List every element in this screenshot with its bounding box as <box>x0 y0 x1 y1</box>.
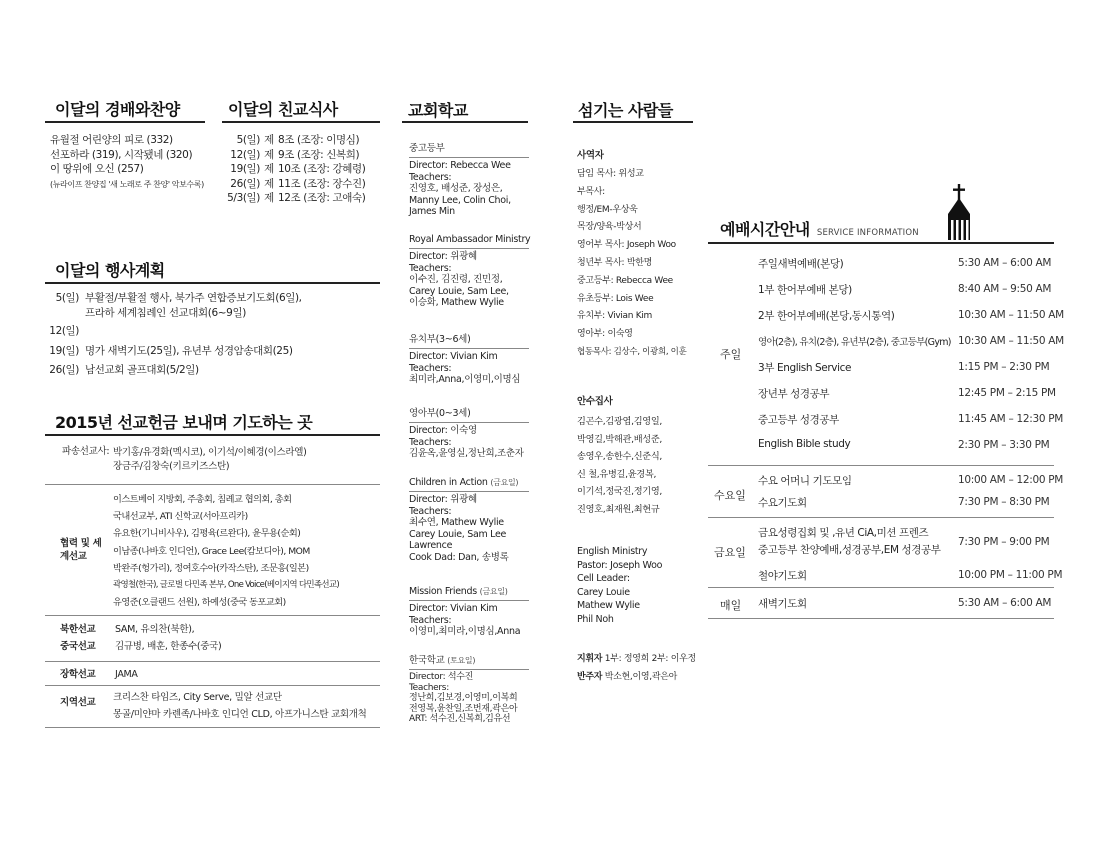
school-group-cia <box>409 477 529 563</box>
service-row: English Bible study 2:30 PM – 3:30 PM <box>758 438 1050 451</box>
mission-divider <box>45 685 380 686</box>
em-line: Cell Leader: <box>577 573 630 584</box>
events-rule <box>45 282 380 284</box>
service-title: 예배시간안내 <box>720 220 810 239</box>
service-row: 새벽기도회 5:30 AM – 6:00 AM <box>758 597 1052 610</box>
deacon-line: 김곤수,김광엽,김영일, <box>577 416 663 427</box>
group-name: 영아부(0~3세) <box>409 408 471 419</box>
coop-line: 이남종(나바호 인디언), Grace Lee(캄보디아), MOM <box>113 545 310 557</box>
group-name: Mission Friends (금요일) <box>409 586 508 597</box>
group-body: Director: 석수진 Teachers: 정난희,김보경,이영미,이복희 전영복,윤찬일,조번재,곽은아 ART: 석수진,신복희,김유선 <box>409 672 518 724</box>
service-row: 금요성령집회 및 ,유년 CiA,미션 프렌즈 <box>758 527 929 539</box>
praise-rule <box>45 121 205 123</box>
staff-list <box>577 166 687 362</box>
praise-list <box>50 133 204 193</box>
coop-line: 이스트베이 지방회, 주총회, 침례교 협의회, 총회 <box>113 494 292 505</box>
fellowship-row: 19(일) 제 10조 (조장: 강혜령) <box>230 163 366 175</box>
mission-divider <box>45 727 380 728</box>
nk-text: SAM, 유의찬(북한), <box>115 624 195 635</box>
church-icon <box>944 184 974 242</box>
coop-line: 유영준(오클랜드 선원), 하예성(중국 동포교회) <box>113 597 286 609</box>
group-body: Director: 위광혜 Teachers: 이수진, 김진령, 진민정, Carey Louie, Sam Lee, 이승화, Mathew Wylie <box>409 251 509 308</box>
fellowship-rule <box>222 121 380 123</box>
fellowship-title: 이달의 친교식사 <box>228 100 338 119</box>
sunday-label: 주일 <box>720 348 742 361</box>
service-divider <box>708 618 1054 619</box>
group-body: Director: Vivian Kim Teachers: 최미라,Anna,이영미,이명심 <box>409 351 521 385</box>
group-body: Director: 위광혜 Teachers: 최수연, Mathew Wylie Carey Louie, Sam Lee Lawrence Cook Dad: Dan, 송병록 <box>409 494 509 563</box>
local-label: 지역선교 <box>60 697 96 708</box>
deacon-line: 송영우,송한수,신준식, <box>577 451 663 462</box>
sch-label: 장학선교 <box>60 669 96 680</box>
friday-list <box>758 522 1063 587</box>
em-list <box>577 545 662 626</box>
deacon-line: 박영길,박해관,배성준, <box>577 433 663 445</box>
fellowship-row: 26(일) 제 11조 (조장: 장수진) <box>230 177 366 190</box>
coop-label: 협력 및 세계선교 <box>60 538 102 562</box>
staff-line: 목장/양육-박상서 <box>577 222 642 233</box>
em-line: English Ministry <box>577 546 648 557</box>
praise-line: 이 땅위에 오신 (257) <box>50 163 144 175</box>
mission-title: 2015년 선교헌금 보내며 기도하는 곳 <box>55 413 313 432</box>
mission-divider <box>45 661 380 662</box>
staff-label: 사역자 <box>577 150 604 161</box>
service-row: 1부 한어부예배 본당) 8:40 AM – 9:50 AM <box>758 283 1052 296</box>
service-row: 주일새벽예배(본당) 5:30 AM – 6:00 AM <box>758 257 1052 270</box>
cn-text: 김규병, 배훈, 한종수(중국) <box>115 641 222 652</box>
mission-rule <box>45 434 380 436</box>
staff-line: 부목사: <box>577 186 605 197</box>
missionary-line: 장금주/김창숙(키르키즈스탄) <box>113 461 230 472</box>
coop-line: 박완주(헝가리), 정여호수아(카작스탄), 조문흥(일본) <box>113 562 309 574</box>
local-line: 크리스찬 타임즈, City Serve, 밀알 선교단 <box>113 692 282 703</box>
group-rule <box>409 157 529 158</box>
service-row: 철야기도회 10:00 PM – 11:00 PM <box>758 569 1063 582</box>
missionary-line: 박기홍/유경화(멕시코), 이기석/이혜경(이스라엘) <box>113 447 307 458</box>
praise-line: 유월절 어린양의 피로 (332) <box>50 134 173 146</box>
group-rule <box>409 422 529 423</box>
staff-line: 유초등부: Lois Wee <box>577 293 654 304</box>
sunday-list <box>758 250 1064 458</box>
group-name: Children in Action (금요일) <box>409 477 519 488</box>
events-title: 이달의 행사계획 <box>55 261 165 280</box>
group-rule <box>409 491 529 492</box>
staff-line: 담임 목사: 위성교 <box>577 169 644 179</box>
service-row: 영아(2층), 유치(2층), 유년부(2층), 중고등부(Gym) 10:30 AM – 11:50 AM <box>758 335 1064 348</box>
event-row: 19(일) 명가 새벽기도(25일), 유년부 성경암송대회(25) <box>49 345 293 357</box>
deacon-label: 안수집사 <box>577 396 613 407</box>
service-row: 중고등부 성경공부 11:45 AM – 12:30 PM <box>758 413 1064 426</box>
service-divider <box>708 517 1054 518</box>
group-rule <box>409 348 529 349</box>
coop-line: 유요한(기니비사우), 김평육(르완다), 윤무용(순회) <box>113 528 301 540</box>
praise-title: 이달의 경배와찬양 <box>55 100 180 119</box>
service-row: 장년부 성경공부 12:45 PM – 2:15 PM <box>758 387 1056 400</box>
school-group-youth <box>409 140 529 218</box>
event-row: 26(일) 남선교회 골프대회(5/2일) <box>49 364 199 376</box>
staff-line: 영아부: 이숙영 <box>577 329 633 340</box>
service-row: 3부 English Service 1:15 PM – 2:30 PM <box>758 361 1050 374</box>
deacon-list <box>577 413 662 518</box>
accompanist-row: 반주자 박소현,이영,곽은아 <box>577 672 678 682</box>
daily-list <box>758 592 1058 614</box>
staff-line: 행정/EM-우상욱 <box>577 204 638 215</box>
em-line: Phil Noh <box>577 613 614 625</box>
em-line: Mathew Wylie <box>577 600 640 611</box>
cn-label: 중국선교 <box>60 641 96 652</box>
service-rule <box>708 242 1054 244</box>
deacon-line: 진영호,최재원,최현규 <box>577 503 660 515</box>
coop-line: 곽영철(한국), 글로벌 다민족 본부, One Voice(베이지역 다민족선교) <box>113 580 340 591</box>
staff-line: 영어부 목사: Joseph Woo <box>577 240 676 251</box>
daily-label: 매일 <box>720 599 742 612</box>
school-title: 교회학교 <box>408 101 468 120</box>
school-group-infant <box>409 405 529 460</box>
missionaries-label: 파송선교사: <box>62 446 110 457</box>
friday-label: 금요일 <box>714 546 746 559</box>
group-body: Director: Vivian Kim Teachers: 이영미,최미라,이명심,Anna <box>409 603 521 637</box>
service-row: 수요기도회 7:30 PM – 8:30 PM <box>758 496 1050 509</box>
school-group-korean <box>409 652 529 725</box>
wednesday-list <box>758 468 1064 512</box>
mission-divider <box>45 615 380 616</box>
fellowship-list <box>222 133 382 206</box>
staff-line: 유치부: Vivian Kim <box>577 311 653 322</box>
school-group-mf <box>409 586 529 638</box>
fellowship-row: 12(일) 제 9조 (조장: 신복희) <box>230 148 360 161</box>
group-name: Royal Ambassador Ministry <box>409 234 531 245</box>
service-header <box>720 217 919 240</box>
sch-text: JAMA <box>115 669 138 680</box>
school-group-ra <box>409 234 529 309</box>
school-rule <box>402 121 528 123</box>
group-name: 중고등부 <box>409 143 445 154</box>
events-list <box>45 291 385 379</box>
staff-line: 중고등부: Rebecca Wee <box>577 275 673 286</box>
servers-title: 섬기는 사람들 <box>578 101 673 120</box>
local-list <box>113 689 367 723</box>
group-rule <box>409 600 529 601</box>
em-line: Carey Louie <box>577 586 630 598</box>
group-name: 한국학교 (토요일) <box>409 655 476 666</box>
staff-line: 협동목사: 김상수, 이광희, 이훈 <box>577 346 687 357</box>
mission-divider <box>45 484 380 485</box>
coop-list <box>113 491 339 611</box>
service-row: 중고등부 찬양예배,성경공부,EM 성경공부 7:30 PM – 9:00 PM <box>758 536 1050 556</box>
service-subtitle: SERVICE INFORMATION <box>816 228 919 238</box>
group-name: 유치부(3~6세) <box>409 334 471 345</box>
fellowship-row: 5(일) 제 8조 (조장: 이명심) <box>236 134 360 146</box>
coop-line: 국내선교부, ATI 신학교(서아프리카) <box>113 511 248 523</box>
service-divider <box>708 465 1054 466</box>
event-row: 5(일) 부활절/부활절 행사, 북가주 연합증보기도회(6일), <box>55 292 302 304</box>
conductor-row: 지휘자 1부: 정영희 2부: 이우정 <box>577 654 696 664</box>
praise-line: 선포하라 (319), 시작됐네 (320) <box>50 148 193 161</box>
local-line: 몽골/미얀마 카렌족/나바호 인디언 CLD, 아프가니스탄 교회개척 <box>113 709 367 720</box>
group-rule <box>409 669 529 670</box>
staff-line: 청년부 목사: 박한명 <box>577 257 653 268</box>
fellowship-row: 5/3(일) 제 12조 (조장: 고애숙) <box>227 192 366 204</box>
service-divider <box>708 587 1054 588</box>
group-body: Director: 이숙영 Teachers: 김윤옥,윤영실,정난희,조춘자 <box>409 425 524 459</box>
event-row: 12(일) <box>49 325 79 337</box>
deacon-line: 신 철,유병길,윤경복, <box>577 468 657 480</box>
servers-rule <box>573 121 693 123</box>
wednesday-label: 수요일 <box>714 489 746 502</box>
deacon-line: 이기석,정국진,정기영, <box>577 486 663 497</box>
missionaries-list <box>113 446 307 474</box>
service-row: 2부 한어부예배(본당,동시통역) 10:30 AM – 11:50 AM <box>758 309 1064 322</box>
event-row: 프라하 세계침례인 선교대회(6~9일) <box>85 307 246 319</box>
nk-label: 북한선교 <box>60 624 96 635</box>
em-line: Pastor: Joseph Woo <box>577 559 663 571</box>
service-row: 수요 어머니 기도모임 10:00 AM – 12:00 PM <box>758 474 1064 487</box>
praise-note: (뉴라이프 찬양집 '새 노래로 주 찬양' 악보수록) <box>50 179 204 189</box>
group-rule <box>409 248 529 249</box>
school-group-kinder <box>409 331 529 386</box>
group-body: Director: Rebecca Wee Teachers: 진영호, 배성준, 장성은, Manny Lee, Colin Choi, James Min <box>409 160 511 217</box>
